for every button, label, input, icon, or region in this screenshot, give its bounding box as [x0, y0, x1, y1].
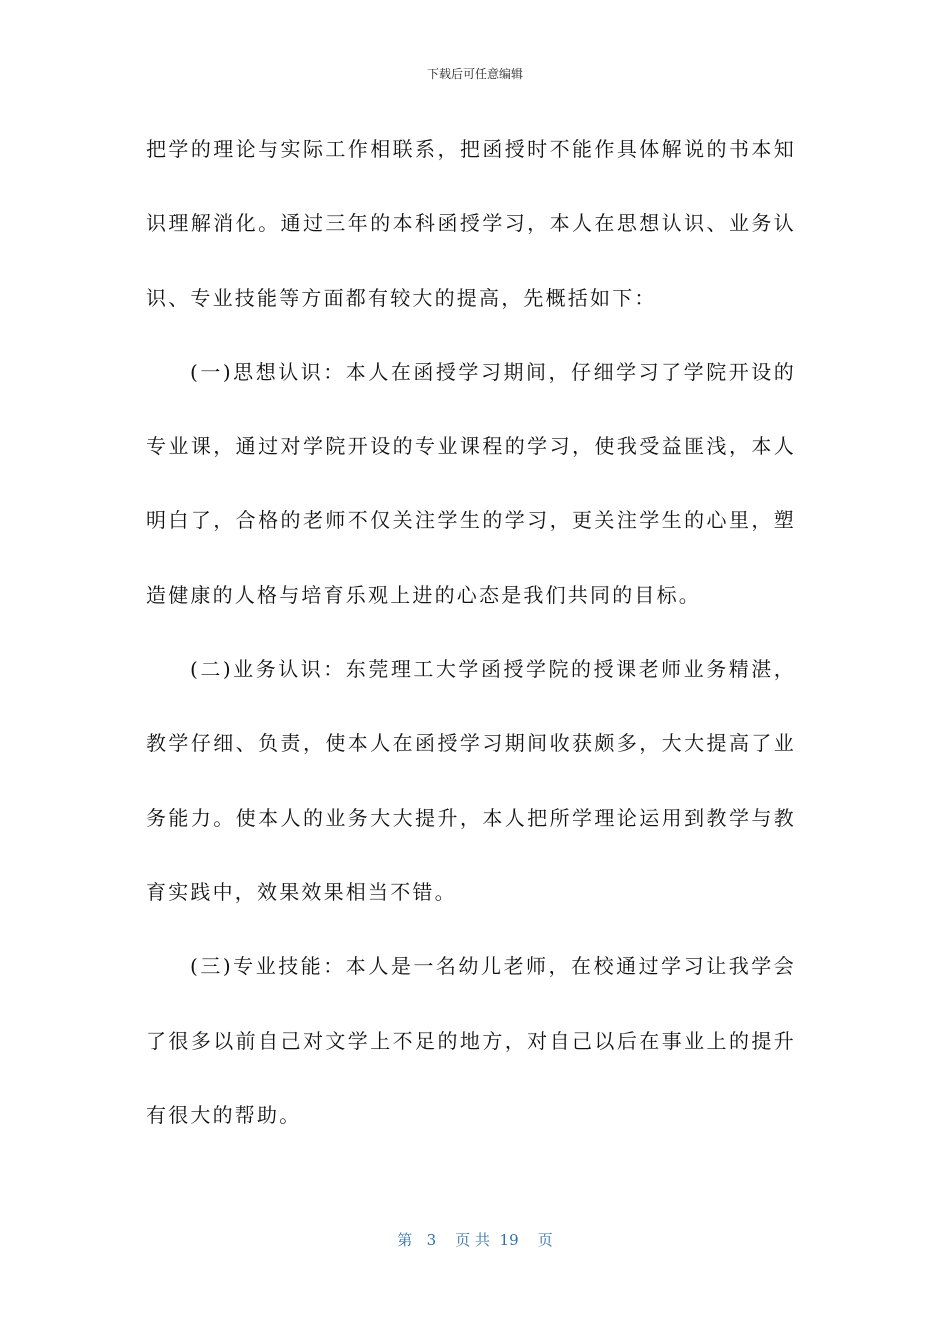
footer-prefix: 第 [397, 1231, 413, 1249]
page-footer [0, 1230, 950, 1250]
footer-middle: 页 共 [455, 1231, 490, 1249]
paragraph-business: (二)业务认识：东莞理工大学函授学院的授课老师业务精湛，教学仔细、负责，使本人在函授学习期间收获颇多，大大提高了业务能力。使本人的业务大大提升，本人把所学理论运用到教学与教育实践中，效果效果相当不错。 [146, 657, 796, 904]
paragraph-skills: (三)专业技能：本人是一名幼儿老师，在校通过学习让我学会了很多以前自己对文学上不足的地方，对自己以后在事业上的提升有很大的帮助。 [146, 954, 796, 1127]
footer-suffix: 页 [537, 1231, 553, 1249]
document-body [146, 112, 796, 1152]
footer-total-pages: 19 [499, 1231, 519, 1249]
footer-current-page: 3 [426, 1231, 437, 1249]
paragraph-ideology: (一)思想认识：本人在函授学习期间，仔细学习了学院开设的专业课，通过对学院开设的专业课程的学习，使我受益匪浅，本人明白了，合格的老师不仅关注学生的学习，更关注学生的心里，塑造健康的人格与培育乐观上进的心态是我们共同的目标。 [146, 359, 796, 607]
page-header: 下载后可任意编辑 [426, 67, 523, 81]
paragraph-intro: 把学的理论与实际工作相联系，把函授时不能作具体解说的书本知识理解消化。通过三年的本科函授学习，本人在思想认识、业务认识、专业技能等方面都有较大的提高，先概括如下： [146, 137, 796, 310]
